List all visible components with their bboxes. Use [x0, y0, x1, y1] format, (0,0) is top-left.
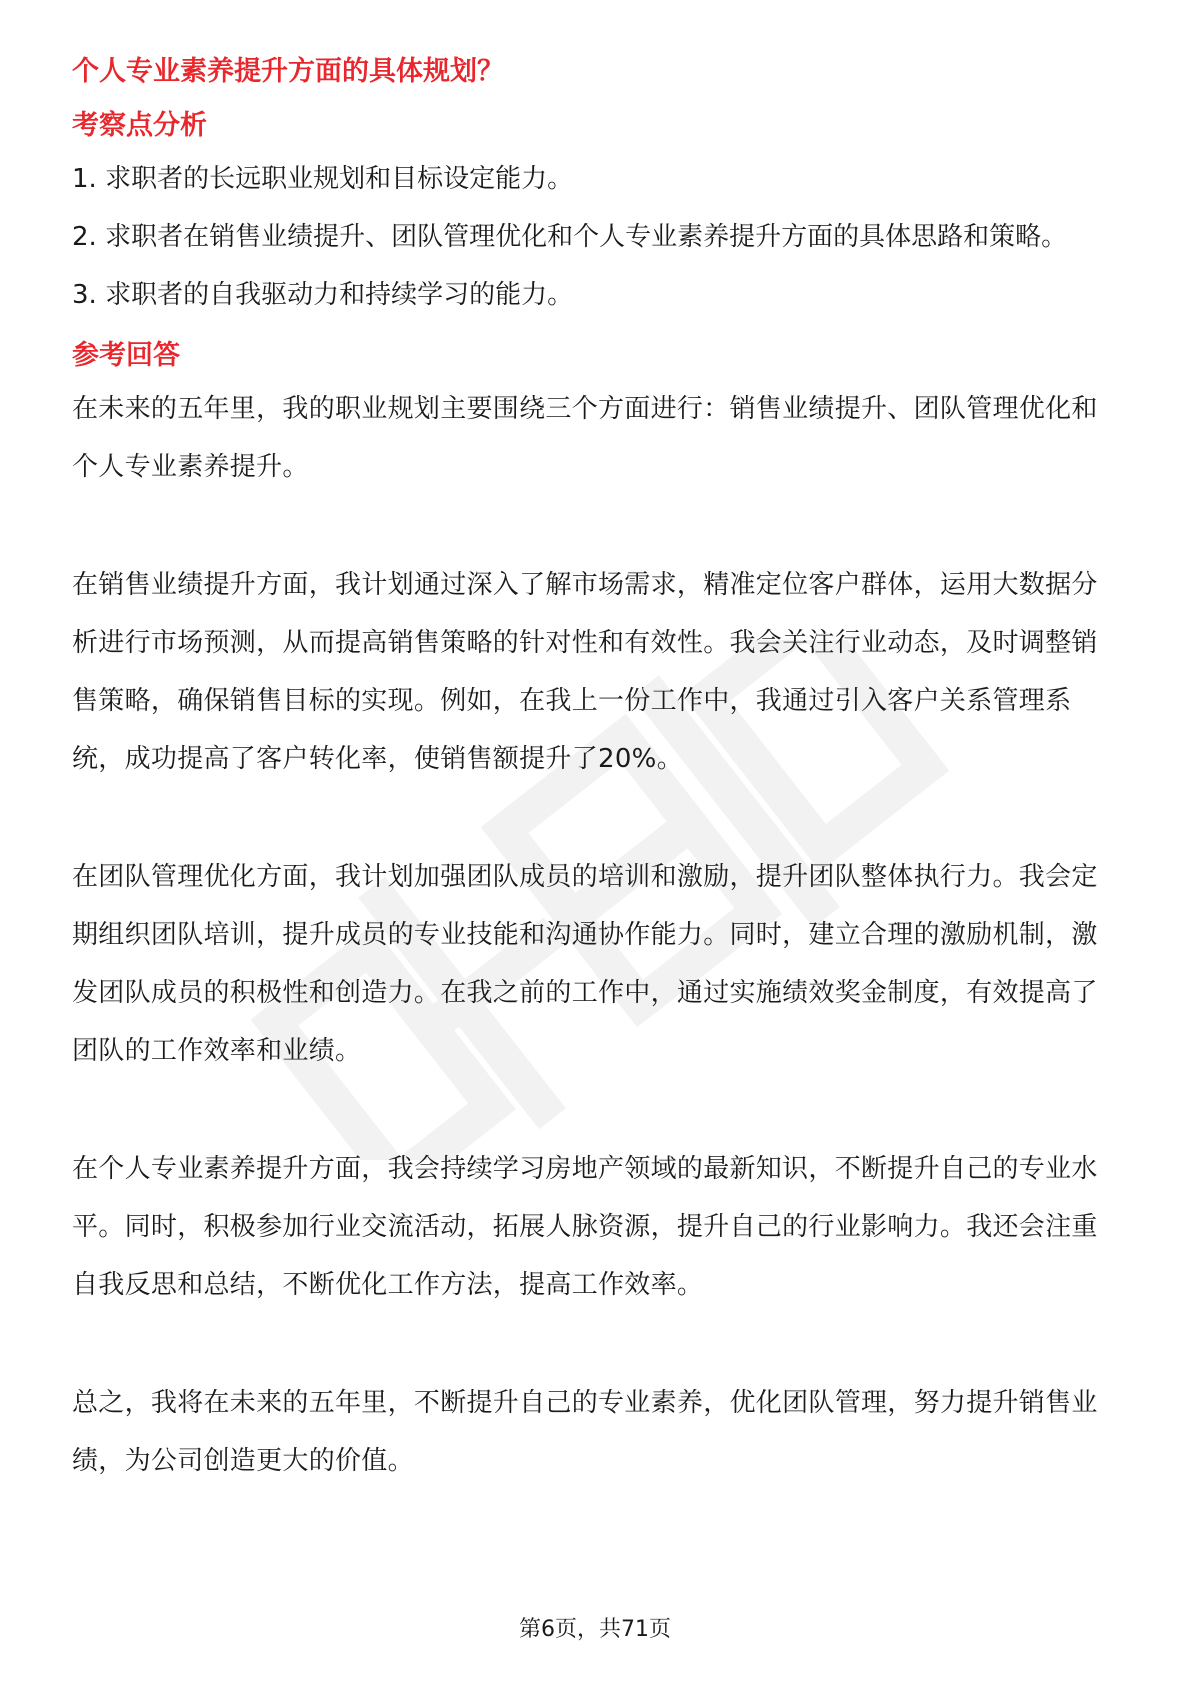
answer-heading: 参考回答 — [72, 340, 180, 371]
document-content — [72, 48, 1122, 1490]
answer-paragraph: 在销售业绩提升方面，我计划通过深入了解市场需求，精准定位客户群体，运用大数据分析进行市场预测，从而提高销售策略的针对性和有效性。我会关注行业动态，及时调整销售策略，确保销售目标的实现。例如，在我上一份工作中，我通过引入客户关系管理系统，成功提高了客户转化率，使销售额提升了20%。 — [72, 570, 1098, 774]
question-title: 个人专业素养提升方面的具体规划？ — [72, 56, 504, 87]
analysis-point: 1. 求职者的长远职业规划和目标设定能力。 — [72, 164, 574, 194]
analysis-point: 2. 求职者在销售业绩提升、团队管理优化和个人专业素养提升方面的具体思路和策略。 — [72, 222, 1068, 252]
answer-paragraph: 在团队管理优化方面，我计划加强团队成员的培训和激励，提升团队整体执行力。我会定期组织团队培训，提升成员的专业技能和沟通协作能力。同时，建立合理的激励机制，激发团队成员的积极性和创造力。在我之前的工作中，通过实施绩效奖金制度，有效提高了团队的工作效率和业绩。 — [72, 862, 1098, 1066]
answer-paragraph: 在个人专业素养提升方面，我会持续学习房地产领域的最新知识，不断提升自己的专业水平。同时，积极参加行业交流活动，拓展人脉资源，提升自己的行业影响力。我还会注重自我反思和总结，不断优化工作方法，提高工作效率。 — [72, 1154, 1098, 1300]
analysis-points — [72, 150, 1122, 324]
answer-paragraph: 在未来的五年里，我的职业规划主要围绕三个方面进行：销售业绩提升、团队管理优化和个人专业素养提升。 — [72, 394, 1098, 482]
analysis-point: 3. 求职者的自我驱动力和持续学习的能力。 — [72, 280, 574, 310]
answer-body — [72, 380, 1122, 1490]
analysis-heading: 考察点分析 — [72, 110, 207, 141]
page-footer: 第6页，共71页 — [519, 1617, 671, 1642]
answer-paragraph: 总之，我将在未来的五年里，不断提升自己的专业素养，优化团队管理，努力提升销售业绩，为公司创造更大的价值。 — [72, 1388, 1098, 1476]
